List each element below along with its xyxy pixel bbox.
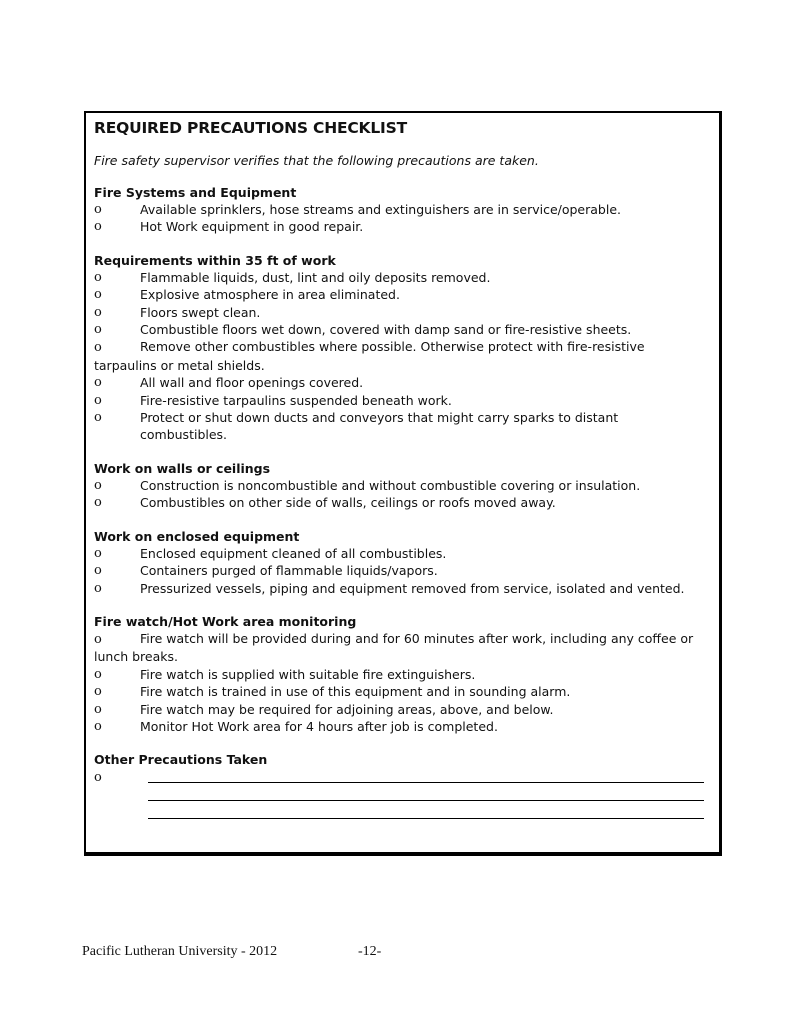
checklist-item[interactable]: o Construction is noncombustible and without combustible covering or insulation.	[94, 477, 641, 493]
checklist-box	[84, 111, 722, 856]
checkbox-bullet[interactable]: o	[94, 287, 102, 303]
checkbox-bullet[interactable]: o	[94, 304, 102, 320]
section-heading: Other Precautions Taken	[94, 752, 268, 768]
checkbox-bullet[interactable]: o	[94, 219, 102, 235]
checkbox-bullet[interactable]: o	[94, 340, 102, 356]
checkbox-bullet[interactable]: o	[94, 718, 102, 734]
checkbox-bullet[interactable]: o	[94, 701, 102, 717]
checklist-item[interactable]: o Fire watch is trained in use of this equipment and in sounding alarm.	[94, 684, 571, 700]
section-heading: Work on enclosed equipment	[94, 528, 300, 544]
checkbox-bullet[interactable]: o	[94, 684, 102, 700]
checklist-title: REQUIRED PRECAUTIONS CHECKLIST	[94, 119, 407, 137]
fill-in-line-3[interactable]	[148, 818, 704, 819]
checklist-item[interactable]: o Combustibles on other side of walls, ceilings or roofs moved away.	[94, 495, 556, 511]
checkbox-bullet[interactable]: o	[94, 580, 102, 596]
section-enclosed-equipment	[94, 528, 705, 597]
checkbox-bullet[interactable]: o	[94, 322, 102, 338]
checklist-item[interactable]: o Containers purged of flammable liquids/vapors.	[94, 563, 438, 579]
checklist-item[interactable]: o Fire watch will be provided during and for 60 minutes after work, including any coffee or lunch breaks.	[94, 630, 694, 665]
checkbox-bullet[interactable]: o	[94, 631, 102, 647]
section-heading: Fire Systems and Equipment	[94, 185, 297, 200]
checklist-item[interactable]: o Fire watch may be required for adjoining areas, above, and below.	[94, 701, 554, 717]
checklist-item[interactable]: o Combustible floors wet down, covered with damp sand or fire-resistive sheets.	[94, 322, 632, 338]
checklist-item[interactable]: o Fire-resistive tarpaulins suspended beneath work.	[94, 392, 452, 408]
checklist-intro: Fire safety supervisor verifies that the following precautions are taken.	[94, 153, 539, 168]
checklist-item[interactable]: o Floors swept clean.	[94, 304, 261, 320]
checklist-item[interactable]: o All wall and floor openings covered.	[94, 375, 364, 391]
checkbox-bullet[interactable]: o	[94, 545, 102, 561]
footer-page-number: -12-	[358, 944, 382, 959]
checkbox-bullet[interactable]: o	[94, 269, 102, 285]
checkbox-bullet[interactable]: o	[94, 410, 102, 426]
section-fire-watch	[94, 613, 705, 735]
section-heading: Fire watch/Hot Work area monitoring	[94, 613, 357, 629]
checklist-item[interactable]: o Fire watch is supplied with suitable fire extinguishers.	[94, 666, 476, 682]
checkbox-bullet[interactable]: o	[94, 563, 102, 579]
checklist-item[interactable]: o Hot Work equipment in good repair.	[94, 219, 364, 235]
checkbox-bullet[interactable]: o	[94, 375, 102, 391]
other-precaution-entry[interactable]	[94, 768, 705, 786]
checklist-item[interactable]: o Protect or shut down ducts and conveyors that might carry sparks to distant combustibles.	[94, 410, 619, 443]
checkbox-bullet[interactable]: o	[94, 666, 102, 682]
checklist-item[interactable]: o Enclosed equipment cleaned of all combustibles.	[94, 545, 447, 561]
checkbox-bullet[interactable]: o	[94, 392, 102, 408]
checklist-item[interactable]: o Remove other combustibles where possible. Otherwise protect with fire-resistive tarpaulins or metal shields.	[94, 339, 645, 373]
checkbox-bullet[interactable]: o	[94, 495, 102, 511]
checklist-item[interactable]: o Available sprinklers, hose streams and extinguishers are in service/operable.	[94, 202, 621, 217]
checklist-item[interactable]: o Explosive atmosphere in area eliminated.	[94, 287, 400, 303]
checklist-item[interactable]: o Monitor Hot Work area for 4 hours after job is completed.	[94, 718, 498, 734]
page-footer	[82, 944, 382, 960]
checkbox-bullet[interactable]: o	[94, 477, 102, 493]
checkbox-bullet[interactable]: o	[94, 770, 102, 786]
section-heading: Requirements within 35 ft of work	[94, 252, 336, 268]
checkbox-bullet[interactable]: o	[94, 202, 102, 217]
section-heading: Work on walls or ceilings	[94, 460, 271, 476]
section-other-precautions	[94, 751, 705, 811]
section-requirements-35ft	[94, 252, 705, 444]
checklist-item[interactable]: o Flammable liquids, dust, lint and oily deposits removed.	[94, 269, 491, 285]
checklist-item[interactable]: o Pressurized vessels, piping and equipment removed from service, isolated and vented.	[94, 580, 685, 596]
fill-in-line-2[interactable]	[148, 800, 704, 801]
fill-in-line-1[interactable]	[148, 782, 704, 783]
section-fire-systems	[94, 184, 705, 236]
footer-institution: Pacific Lutheran University - 2012	[82, 944, 278, 959]
checklist-content	[94, 119, 705, 827]
section-walls-ceilings	[94, 460, 705, 512]
